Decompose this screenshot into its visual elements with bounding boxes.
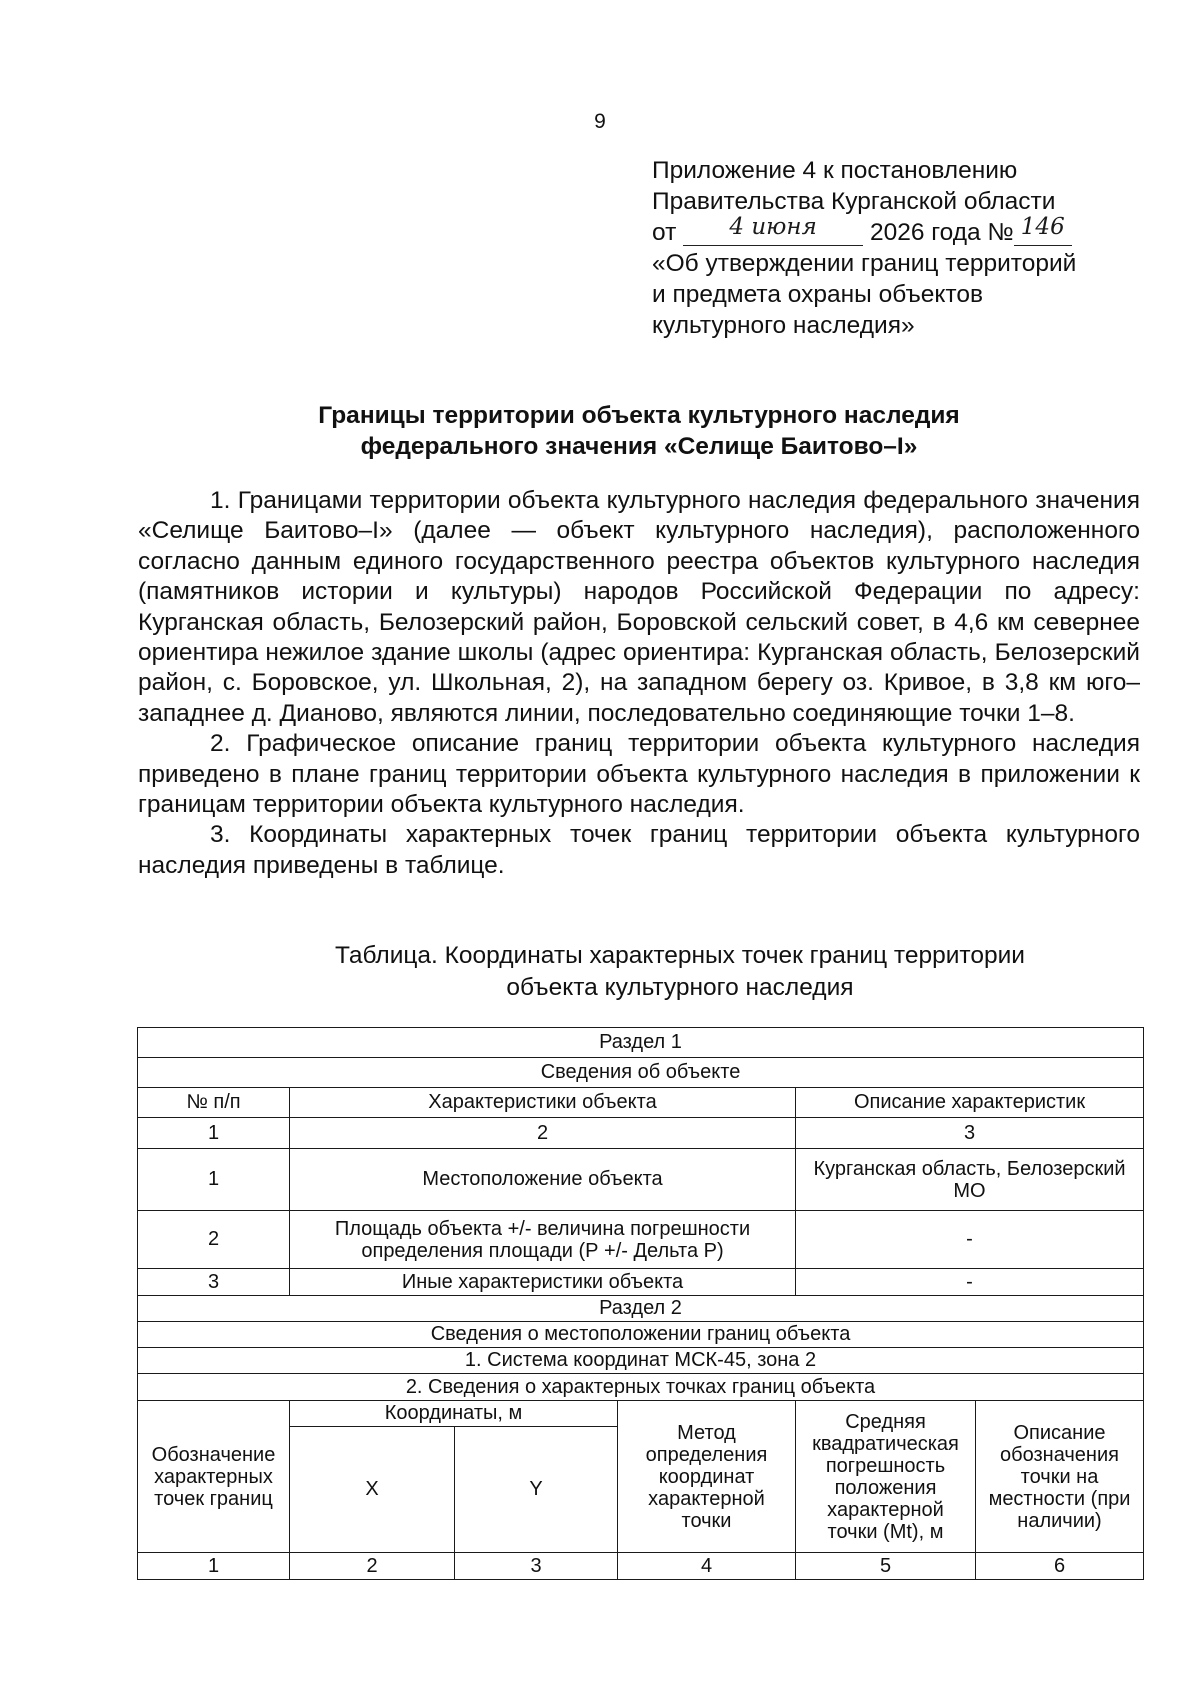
table-caption-line-2: объекта культурного наследия	[506, 974, 854, 1001]
points-number-3: 3	[455, 1553, 618, 1580]
section-1-subheading: Сведения об объекте	[138, 1058, 1144, 1088]
section-2-heading: Раздел 2	[138, 1296, 1144, 1322]
points-number-1: 1	[138, 1553, 290, 1580]
table-header-row	[138, 1088, 1144, 1118]
header-number-3: 3	[796, 1118, 1144, 1149]
table-row	[138, 1296, 1144, 1322]
header-description: Описание характеристик	[796, 1088, 1144, 1118]
annex-line-1: Приложение 4 к постановлению	[652, 157, 1018, 184]
annex-year-text: 2026 года №	[869, 219, 1014, 246]
title-line-1: Границы территории объекта культурного наследия	[318, 402, 960, 429]
table-row	[138, 1269, 1144, 1296]
points-number-5: 5	[796, 1553, 976, 1580]
annex-from-label: от	[652, 219, 677, 246]
row-description: -	[796, 1211, 1144, 1269]
header-coordinates: Координаты, м	[290, 1401, 618, 1427]
handwritten-number: 146	[1020, 214, 1065, 240]
row-number: 3	[138, 1269, 290, 1296]
table-header-numbers-row	[138, 1118, 1144, 1149]
row-characteristic: Иные характеристики объекта	[290, 1269, 796, 1296]
table-row	[138, 1322, 1144, 1348]
coordinate-system: 1. Система координат МСК-45, зона 2	[138, 1348, 1144, 1374]
row-description: Курганская область, Белозерский МО	[796, 1149, 1144, 1211]
header-y: Y	[455, 1427, 618, 1553]
annex-block	[652, 155, 1172, 341]
title-line-2: федерального значения «Селище Баитово–I»	[360, 433, 918, 460]
header-point-designation: Обозначение характерных точек границ	[138, 1401, 290, 1553]
coordinates-table	[137, 1027, 1144, 1580]
row-characteristic: Местоположение объекта	[290, 1149, 796, 1211]
annex-line-5: и предмета охраны объектов	[652, 281, 983, 308]
handwritten-date: 4 июня	[729, 214, 817, 240]
table-caption-line-1: Таблица. Координаты характерных точек границ территории	[334, 942, 1025, 969]
annex-line-3	[652, 214, 1172, 248]
document-title	[0, 400, 1200, 462]
row-number: 2	[138, 1211, 290, 1269]
header-mean-error: Средняя квадратическая погрешность положения характерной точки (Mt), м	[796, 1401, 976, 1553]
coordinates-table-wrap	[137, 1027, 1143, 1580]
header-x: X	[290, 1427, 455, 1553]
annex-line-2: Правительства Курганской области	[652, 188, 1056, 215]
header-method: Метод определения координат характерной точки	[618, 1401, 796, 1553]
table-caption	[280, 940, 1080, 1004]
header-number: № п/п	[138, 1088, 290, 1118]
table-row	[138, 1348, 1144, 1374]
points-header-row	[138, 1401, 1144, 1427]
header-number-2: 2	[290, 1118, 796, 1149]
paragraph-3: 3. Координаты характерных точек границ территории объекта культурного наследия приведены в таблице.	[138, 821, 1140, 879]
paragraph-1: 1. Границами территории объекта культурного наследия федерального значения «Селище Баитово–I» (далее — объект культурного наследия), расположенного согласно данным единого государственного реестра объектов культурного наследия (памятников истории и культуры) народов Российской Федерации по адресу: Курганская область, Белозерский район, Боровской сельский совет, в 4,6 км севернее ориентира нежилое здание школы (адрес ориентира: Курганская область, Белозерский район, с. Боровское, ул. Школьная, 2), на западном берегу оз. Кривое, в 3,8 км юго–западнее д. Дианово, являются линии, последовательно соединяющие точки 1–8.	[138, 487, 1140, 727]
table-row	[138, 1211, 1144, 1269]
annex-line-6: культурного наследия»	[652, 312, 915, 339]
header-characteristics: Характеристики объекта	[290, 1088, 796, 1118]
points-info-heading: 2. Сведения о характерных точках границ объекта	[138, 1374, 1144, 1401]
section-1-heading: Раздел 1	[138, 1028, 1144, 1058]
annex-line-4: «Об утверждении границ территорий	[652, 250, 1077, 277]
number-fill-line	[1014, 214, 1072, 246]
table-row	[138, 1149, 1144, 1211]
points-number-6: 6	[976, 1553, 1144, 1580]
page-number: 9	[594, 110, 606, 133]
header-point-description: Описание обозначения точки на местности (при наличии)	[976, 1401, 1144, 1553]
header-number-1: 1	[138, 1118, 290, 1149]
row-description: -	[796, 1269, 1144, 1296]
body-text	[138, 486, 1140, 881]
table-row	[138, 1058, 1144, 1088]
row-number: 1	[138, 1149, 290, 1211]
points-number-4: 4	[618, 1553, 796, 1580]
points-number-2: 2	[290, 1553, 455, 1580]
date-fill-line	[683, 214, 863, 246]
table-row	[138, 1374, 1144, 1401]
section-2-subheading: Сведения о местоположении границ объекта	[138, 1322, 1144, 1348]
points-numbers-row	[138, 1553, 1144, 1580]
table-row	[138, 1028, 1144, 1058]
paragraph-2: 2. Графическое описание границ территории объекта культурного наследия приведено в плане границ территории объекта культурного наследия в приложении к границам территории объекта культурного наследия.	[138, 730, 1140, 819]
row-characteristic: Площадь объекта +/- величина погрешности определения площади (Р +/- Дельта Р)	[290, 1211, 796, 1269]
